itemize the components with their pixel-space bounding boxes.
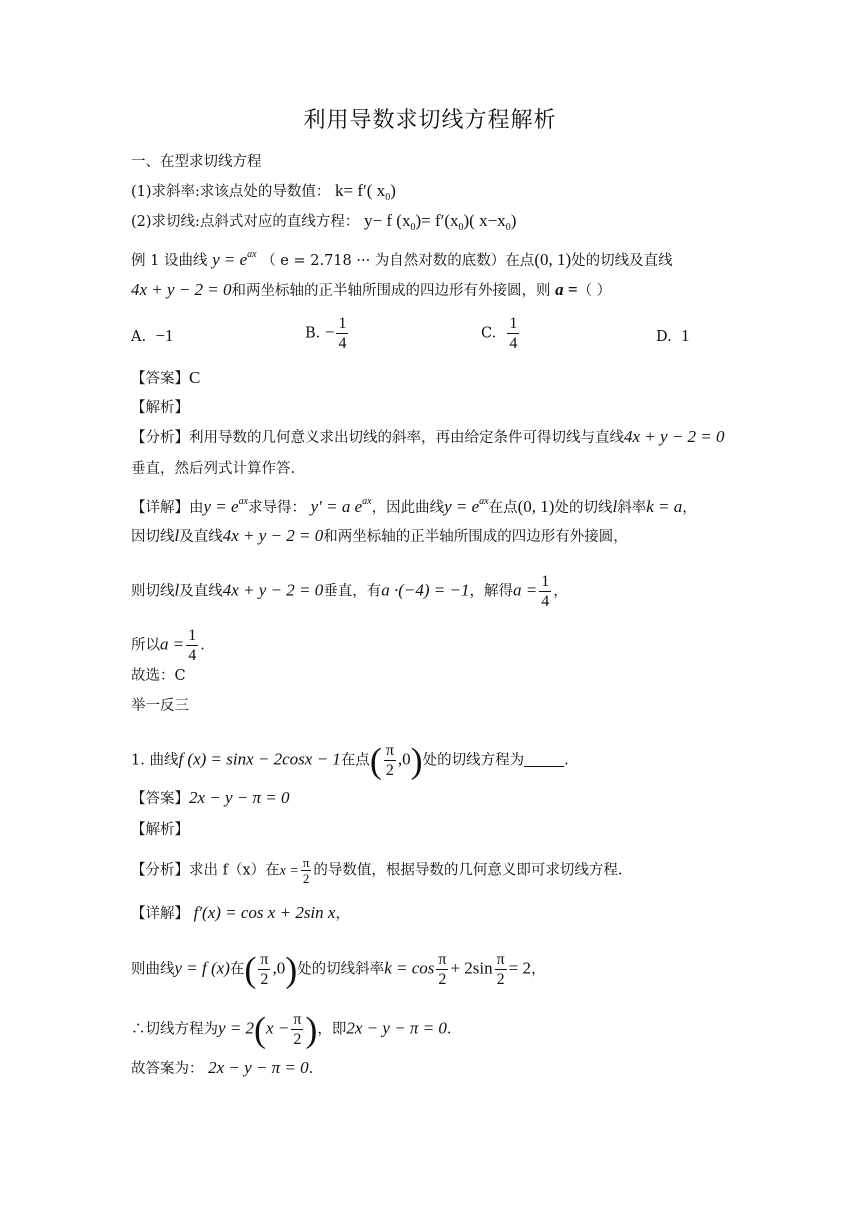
xiangjie-line-4: [131, 626, 205, 665]
math-var: l: [612, 497, 618, 516]
p1-xiangjie-line-2: [131, 950, 546, 989]
math-expr: a =: [513, 580, 538, 600]
fraction-den: 4: [541, 593, 550, 610]
text-run: .: [564, 752, 569, 769]
math-expr: y = 2: [218, 1018, 255, 1038]
fraction-num: 1: [541, 573, 550, 590]
option-a: [131, 326, 173, 347]
step-1-close: ): [390, 181, 396, 200]
text-run: ，: [682, 500, 697, 516]
option-b: [305, 314, 350, 353]
math-sup: ax: [479, 496, 489, 507]
paren-left: (: [244, 949, 257, 990]
math-expr: (0, 1): [534, 250, 572, 269]
fraction-den: 2: [260, 971, 269, 988]
text-run: 求出 f（x）在: [189, 862, 280, 879]
math-expr: x =: [279, 863, 299, 879]
text-run: 所以: [131, 637, 160, 654]
option-letter: A.: [131, 329, 147, 345]
guxuan-line: 故选：C: [131, 668, 186, 684]
xiangjie-line-1: [131, 492, 697, 518]
math-expr: a =: [160, 634, 185, 654]
step-1-sub: 0: [385, 192, 391, 203]
answer-label: 【答案】: [131, 371, 189, 387]
xiangjie-line-3: [131, 572, 568, 611]
section-heading: 一、在型求切线方程: [131, 154, 262, 170]
paren-right: ): [285, 949, 298, 990]
math-expr: x −: [266, 1018, 290, 1038]
step-2-text: (2)求切线:点斜式对应的直线方程：: [131, 214, 360, 230]
answer-blank: [524, 752, 564, 767]
fraction: [291, 1010, 303, 1049]
text-run: 利用导数的几何意义求出切线的斜率，再由给定条件可得切线与直线: [189, 430, 624, 446]
option-fraction: [507, 314, 519, 353]
text-run: ，: [531, 961, 546, 978]
text-run: 处的切线: [554, 500, 613, 516]
step-1-formula: k= f′( x: [335, 181, 386, 200]
fenxi-label: 【分析】: [131, 862, 189, 879]
step-2-formula: )( x−x: [463, 211, 506, 230]
text-run: 在点: [340, 752, 370, 769]
fraction-den: 2: [385, 762, 394, 779]
math-expr: y = f (x): [174, 958, 230, 978]
math-expr: + 2sin: [450, 958, 493, 978]
text-run: ∴切线方程为: [131, 1021, 218, 1038]
text-run: 处的切线斜率: [297, 961, 385, 978]
answer-line: [131, 368, 200, 389]
fraction: [258, 950, 270, 989]
math-expr: 4x + y − 2 = 0: [222, 580, 324, 600]
math-expr: 2x − y − π = 0: [346, 1018, 447, 1038]
fraction: [301, 855, 312, 886]
option-fraction: [336, 314, 348, 353]
step-2-formula: y− f (x: [364, 211, 411, 230]
math-expr: y = e: [444, 497, 480, 516]
text-run: ，解得: [469, 583, 513, 600]
math-expr: y′ = a e: [310, 497, 363, 516]
fenxi-label: 【分析】: [131, 430, 189, 446]
option-letter: D.: [656, 329, 672, 345]
text-run: 垂直，有: [323, 583, 382, 600]
problem-1-line: [131, 741, 569, 780]
fraction-den: 4: [188, 647, 197, 664]
p1-xiangjie-line-1: [131, 903, 350, 924]
math-expr: 4x + y − 2 = 0: [131, 280, 232, 299]
example-1-line-2: [131, 280, 611, 301]
math-expr: = 2: [508, 958, 532, 978]
fraction-num: 1: [509, 315, 518, 332]
paren-left: (: [254, 1009, 267, 1050]
answer-paren: （ ）: [577, 283, 612, 299]
text-run: .: [308, 1061, 314, 1077]
fenxi-line-2: 垂直，然后列式计算作答.: [131, 461, 296, 477]
fraction: [384, 741, 396, 780]
math-expr: 4x + y − 2 = 0: [624, 427, 725, 446]
text-run: 及直线: [179, 583, 223, 600]
fraction-num: π: [496, 951, 505, 968]
step-1-text: (1)求斜率:求该点处的导数值：: [131, 184, 331, 200]
math-expr: y = e: [212, 250, 248, 269]
math-expr: (0, 1): [517, 497, 555, 516]
step-2-sub: 0: [410, 222, 416, 233]
option-sign: −: [324, 322, 335, 342]
fraction: [186, 626, 198, 665]
text-run: （ e = 2.718 ··· 为自然对数的底数）在点: [261, 253, 535, 269]
math-expr: 2x − y − π = 0: [208, 1058, 309, 1077]
jyfs-heading: 举一反三: [131, 698, 189, 714]
paren-right: ): [305, 1009, 318, 1050]
fraction-num: π: [260, 951, 269, 968]
option-value: −1: [155, 326, 174, 345]
math-expr: k = a: [646, 497, 683, 516]
fraction-num: π: [438, 951, 447, 968]
text-run: .: [446, 1021, 452, 1038]
fraction: [495, 950, 507, 989]
fraction-den: 2: [302, 871, 310, 886]
fraction: [436, 950, 448, 989]
text-run: 及直线: [179, 529, 223, 545]
answer-value: 2x − y − π = 0: [189, 788, 290, 807]
p1-jiexi-label: 【解析】: [131, 822, 189, 838]
xiangjie-line-2: [131, 526, 628, 547]
text-run: 处的切线及直线: [571, 253, 673, 269]
text-run: ，: [553, 583, 568, 600]
answer-label: 【答案】: [131, 791, 189, 807]
text-run: 在: [229, 961, 245, 978]
text-run: 求导得：: [248, 500, 307, 516]
xiangjie-label: 【详解】: [131, 906, 189, 922]
math-var: l: [174, 580, 180, 600]
fraction-num: π: [293, 1011, 302, 1028]
text-run: 则切线: [131, 583, 175, 600]
problem-label: 1. 曲线: [131, 752, 179, 769]
option-value: 1: [680, 326, 690, 345]
paren-left: (: [369, 740, 382, 781]
jiexi-label: 【解析】: [131, 400, 189, 416]
math-expr: k = cos: [384, 958, 435, 978]
fraction-num: π: [302, 855, 310, 870]
text-run: 在点: [488, 500, 518, 516]
fraction: [539, 572, 551, 611]
paren-right: ): [410, 740, 423, 781]
answer-value: C: [189, 368, 201, 387]
text-run: 斜率: [617, 500, 647, 516]
text-run: .: [200, 637, 205, 654]
step-2-sub: 0: [505, 222, 511, 233]
p1-xiangjie-line-3: [131, 1010, 452, 1049]
math-expr: ,0: [272, 958, 286, 978]
text-run: 和两坐标轴的正半轴所围成的四边形有外接圆，: [323, 529, 628, 545]
p1-conclusion: [131, 1058, 313, 1079]
text-run: ，: [335, 906, 350, 922]
text-run: ，即: [317, 1021, 347, 1038]
fraction-den: 4: [338, 335, 347, 352]
text-run: 因切线: [131, 529, 175, 545]
fraction-num: π: [385, 742, 394, 759]
text-run: 则曲线: [131, 961, 175, 978]
option-letter: B.: [305, 325, 321, 342]
math-expr: ,0: [397, 749, 411, 769]
p1-fenxi-line: [131, 855, 623, 886]
step-2-formula: )= f′(x: [415, 211, 459, 230]
example-label: 例 1 设曲线: [131, 253, 208, 269]
math-sup: ax: [247, 249, 257, 260]
text-run: ，因此曲线: [371, 500, 445, 516]
math-expr: a ·(−4) = −1: [381, 580, 470, 600]
math-expr: f′(x) = cos x + 2sin x: [193, 903, 336, 922]
step-2-formula: ): [510, 211, 517, 230]
math-var: l: [174, 526, 180, 545]
fraction-num: 1: [338, 315, 347, 332]
text-run: 处的切线方程为: [422, 752, 525, 769]
math-expr: a =: [555, 280, 578, 299]
math-expr: 4x + y − 2 = 0: [222, 526, 324, 545]
step-1: [131, 181, 396, 208]
text-run: 由: [189, 500, 204, 516]
fraction-den: 2: [438, 971, 447, 988]
page-title: 利用导数求切线方程解析: [303, 108, 557, 133]
math-sup: ax: [238, 496, 249, 507]
example-1-line-1: [131, 245, 673, 271]
p1-answer-line: [131, 788, 290, 809]
option-d: [656, 326, 689, 347]
math-sup: ax: [362, 496, 372, 507]
step-2: [131, 211, 516, 238]
text-run: 的导数值，根据导数的几何意义即可求切线方程.: [313, 862, 623, 879]
fraction-den: 2: [293, 1031, 302, 1048]
fenxi-line: [131, 427, 725, 448]
step-2-sub: 0: [458, 222, 464, 233]
xiangjie-label: 【详解】: [131, 500, 189, 516]
fraction-num: 1: [188, 627, 197, 644]
fraction-den: 2: [496, 971, 505, 988]
option-letter: C.: [481, 325, 497, 342]
text-run: 故答案为：: [131, 1061, 204, 1077]
fraction-den: 4: [509, 335, 518, 352]
math-expr: f (x) = sinx − 2cosx − 1: [178, 749, 341, 769]
option-c: [481, 314, 521, 353]
text-run: 和两坐标轴的正半轴所围成的四边形有外接圆，则: [231, 283, 551, 299]
math-expr: y = e: [203, 497, 239, 516]
